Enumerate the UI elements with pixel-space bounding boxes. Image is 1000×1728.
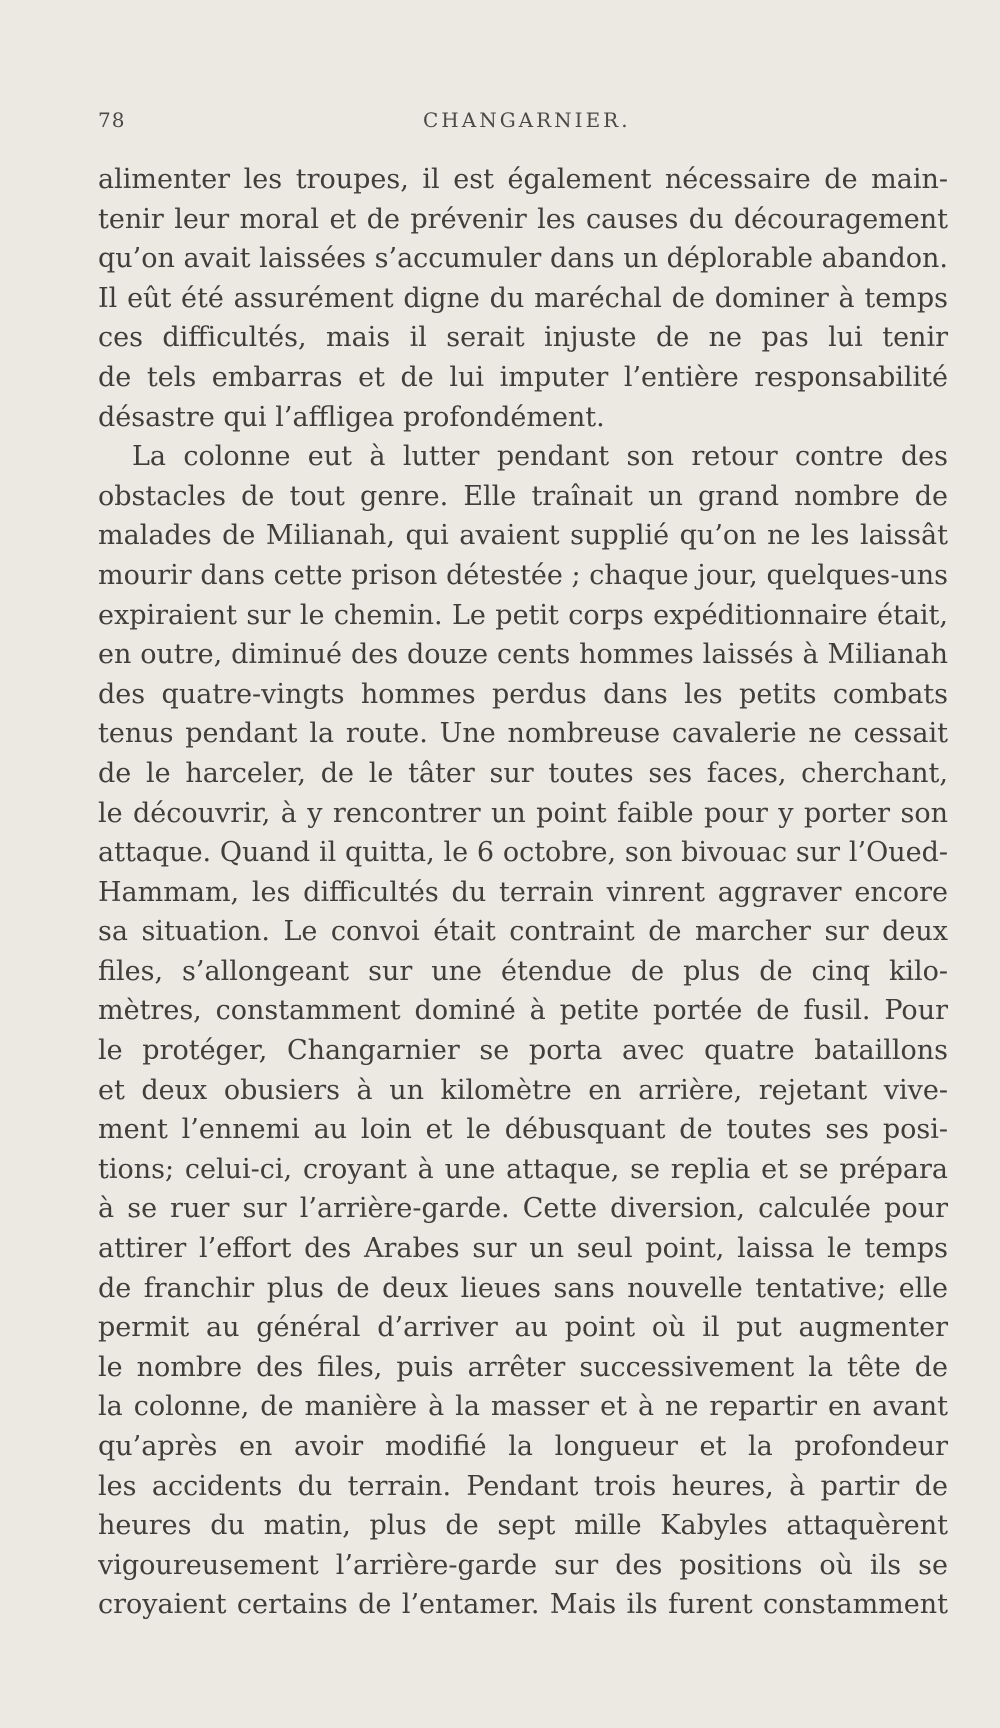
text-line: de franchir plus de deux lieues sans nouvelle tentative; elle — [98, 1272, 948, 1304]
text-line: ment l’ennemi au loin et le débusquant de toutes ses posi- — [98, 1114, 948, 1146]
text-line: heures du matin, plus de sept mille Kabyles attaquèrent — [98, 1510, 948, 1542]
text-line: de tels embarras et de lui imputer l’entière responsabilité — [98, 361, 948, 393]
text-line: obstacles de tout genre. Elle traînait un grand nombre de — [98, 480, 948, 512]
text-line: Il eût été assurément digne du maréchal de dominer à temps — [98, 282, 948, 314]
running-head-title: CHANGARNIER. — [423, 108, 631, 132]
text-line: le découvrir, à y rencontrer un point faible pour y porter son — [98, 797, 948, 829]
text-line: tions; celui-ci, croyant à une attaque, se replia et se prépara — [98, 1153, 948, 1185]
text-line: vigoureusement l’arrière-garde sur des positions où ils se — [98, 1549, 948, 1581]
text-line: files, s’allongeant sur une étendue de plus de cinq kilo- — [98, 955, 948, 987]
text-line: à se ruer sur l’arrière-garde. Cette diversion, calculée pour — [98, 1193, 948, 1225]
page-number: 78 — [98, 108, 126, 132]
text-line: attirer l’effort des Arabes sur un seul point, laissa le temps — [98, 1233, 948, 1265]
text-line: de le harceler, de le tâter sur toutes ses faces, cherchant, — [98, 757, 948, 789]
text-line: Hammam, les difficultés du terrain vinrent aggraver encore — [98, 876, 948, 908]
text-line: le nombre des files, puis arrêter successivement la tête de — [98, 1351, 948, 1383]
text-line: ces difficultés, mais il serait injuste de ne pas lui tenir — [98, 322, 948, 354]
text-line: mètres, constamment dominé à petite portée de fusil. Pour — [98, 995, 948, 1027]
text-line: alimenter les troupes, il est également nécessaire de main- — [98, 164, 948, 195]
page-header — [98, 108, 948, 136]
text-line: qu’après en avoir modifié la longueur et la profondeur — [98, 1431, 948, 1462]
text-line: qu’on avait laissées s’accumuler dans un déplorable abandon. — [98, 243, 948, 275]
text-line: expiraient sur le chemin. Le petit corps expéditionnaire était, — [98, 599, 948, 631]
text-line: mourir dans cette prison détestée ; chaque jour, quelques-uns — [98, 559, 948, 591]
text-line: tenir leur moral et de prévenir les causes du découragement — [98, 203, 948, 235]
text-line: la colonne, de manière à la masser et à ne repartir en avant — [98, 1391, 948, 1423]
text-line: le protéger, Changarnier se porta avec quatre bataillons — [98, 1035, 948, 1067]
text-line: attaque. Quand il quitta, le 6 octobre, son bivouac sur l’Oued- — [98, 837, 948, 869]
text-line: permit au général d’arriver au point où il put augmenter — [98, 1312, 948, 1344]
text-line: désastre qui l’affligea profondément. — [98, 401, 605, 433]
text-line: malades de Milianah, qui avaient supplié qu’on ne les laissât — [98, 520, 948, 552]
text-line: des quatre-vingts hommes perdus dans les petits combats — [98, 678, 948, 710]
body-text — [98, 160, 948, 1625]
text-line: en outre, diminué des douze cents hommes laissés à Milianah — [98, 639, 948, 671]
text-line: croyaient certains de l’entamer. Mais ils furent constamment — [98, 1589, 948, 1621]
text-line: tenus pendant la route. Une nombreuse cavalerie ne cessait — [98, 718, 948, 750]
text-line: et deux obusiers à un kilomètre en arrière, rejetant vive- — [98, 1074, 948, 1106]
text-line: les accidents du terrain. Pendant trois heures, à partir de — [98, 1470, 948, 1502]
text-line: La colonne eut à lutter pendant son retour contre des — [132, 441, 948, 473]
text-line: sa situation. Le convoi était contraint de marcher sur deux — [98, 916, 948, 948]
